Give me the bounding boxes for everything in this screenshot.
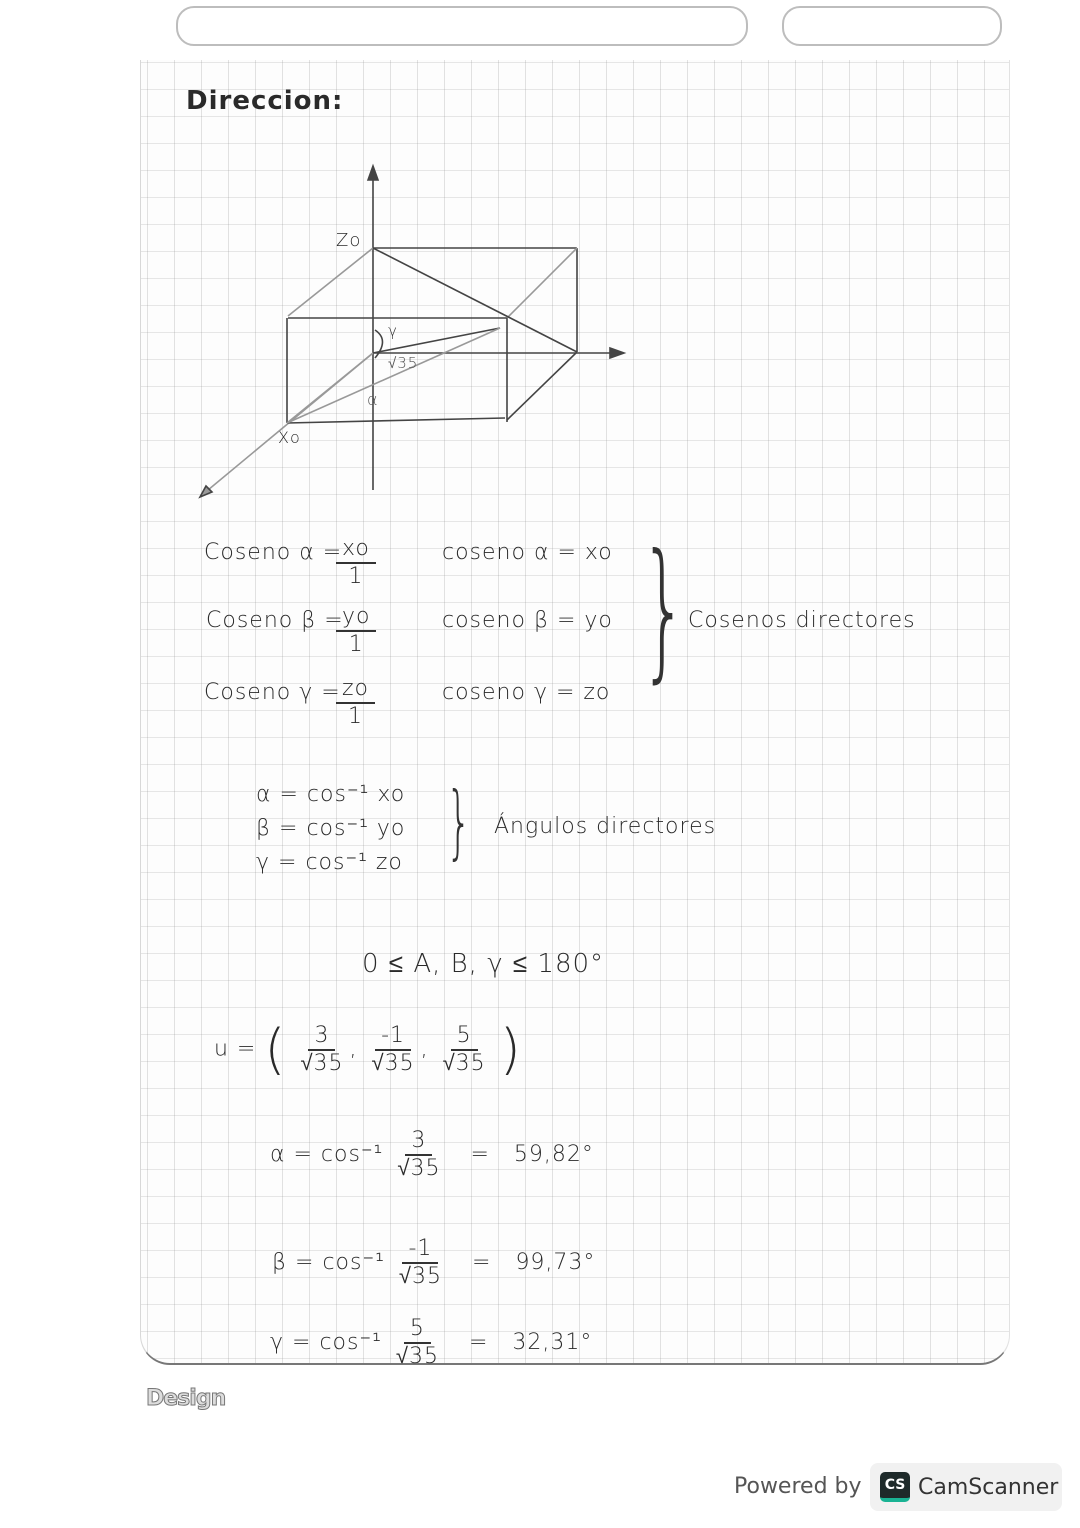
result-gamma <box>270 1316 592 1370</box>
angle-row: β = cos⁻¹ yo <box>256 816 406 841</box>
header-field-left <box>176 6 748 46</box>
camscanner-logo-icon: CS <box>880 1472 910 1502</box>
cosine-lhs: Coseno γ = <box>204 680 341 705</box>
cosine-lhs: Coseno α = <box>204 540 343 565</box>
angle-row: γ = cos⁻¹ zo <box>256 850 403 875</box>
cosine-rhs: coseno γ = zo <box>442 680 611 705</box>
numerator: 3 <box>405 1128 432 1156</box>
unit-vector: u = ( $\frac{3}{√35}$ , $\frac{-1}{√35}$ , $\frac{5}{√35}$ ) <box>214 1018 522 1081</box>
camscanner-name: CamScanner <box>918 1475 1059 1500</box>
direction-diagram <box>180 150 640 510</box>
denominator: 1 <box>348 564 364 589</box>
cosine-rhs: coseno β = yo <box>442 608 613 633</box>
cosine-fraction <box>330 676 381 730</box>
result-beta <box>272 1236 595 1290</box>
cosine-lhs: Coseno β = <box>206 608 344 633</box>
denominator: 1 <box>348 704 363 729</box>
numerator: 5 <box>451 1023 478 1051</box>
denominator: √35 <box>371 1050 415 1076</box>
y-axis-arrow <box>610 348 624 358</box>
denominator: √35 <box>398 1264 442 1289</box>
numerator: 3 <box>308 1023 335 1051</box>
result-alpha <box>270 1128 594 1182</box>
vector-lhs: u = <box>214 1036 257 1062</box>
diagram-magnitude-label: √35 <box>388 354 419 372</box>
vector-component <box>443 1023 486 1077</box>
page-title: Direccion: <box>186 86 344 116</box>
cosine-rhs: coseno α = xo <box>442 540 613 565</box>
result-value: 99,73° <box>515 1250 596 1275</box>
cosines-brace: } <box>640 523 688 697</box>
cosine-fraction <box>330 536 382 590</box>
diagram-z-label: Zo <box>336 230 362 251</box>
equals-sign: = <box>470 1142 490 1167</box>
numerator: -1 <box>375 1023 411 1051</box>
cosine-fraction <box>330 604 382 658</box>
z-axis-arrow <box>368 166 378 180</box>
denominator: √35 <box>395 1344 439 1369</box>
powered-by-text: Powered by <box>734 1474 862 1499</box>
diagram-x-label: Xo <box>278 428 301 447</box>
vector-component <box>300 1023 343 1077</box>
numerator: zo <box>336 676 375 704</box>
numerator: -1 <box>402 1236 438 1264</box>
denominator: √35 <box>397 1156 441 1181</box>
denominator: √35 <box>300 1050 344 1076</box>
angles-label: Ángulos directores <box>494 814 717 839</box>
denominator: 1 <box>348 632 364 657</box>
numerator: xo <box>336 536 376 564</box>
header-field-right <box>782 6 1002 46</box>
diagram-gamma-label: γ <box>388 322 398 340</box>
numerator: 5 <box>404 1316 431 1344</box>
angle-row: α = cos⁻¹ xo <box>256 782 406 807</box>
result-lhs: γ = cos⁻¹ <box>270 1330 382 1355</box>
result-value: 59,82° <box>513 1142 594 1167</box>
result-lhs: β = cos⁻¹ <box>272 1250 385 1275</box>
result-value: 32,31° <box>512 1330 593 1355</box>
cosines-label: Cosenos directores <box>688 608 916 633</box>
angles-brace: } <box>446 775 472 868</box>
angle-range: 0 ≤ A, B, γ ≤ 180° <box>362 949 605 979</box>
vector-component <box>372 1023 415 1077</box>
diagram-alpha-label: α <box>367 390 379 409</box>
equals-sign: = <box>468 1330 489 1355</box>
result-lhs: α = cos⁻¹ <box>270 1142 384 1167</box>
equals-sign: = <box>472 1250 492 1275</box>
numerator: yo <box>336 604 376 632</box>
design-brand-stamp: Design <box>146 1386 226 1411</box>
denominator: √35 <box>442 1050 486 1076</box>
